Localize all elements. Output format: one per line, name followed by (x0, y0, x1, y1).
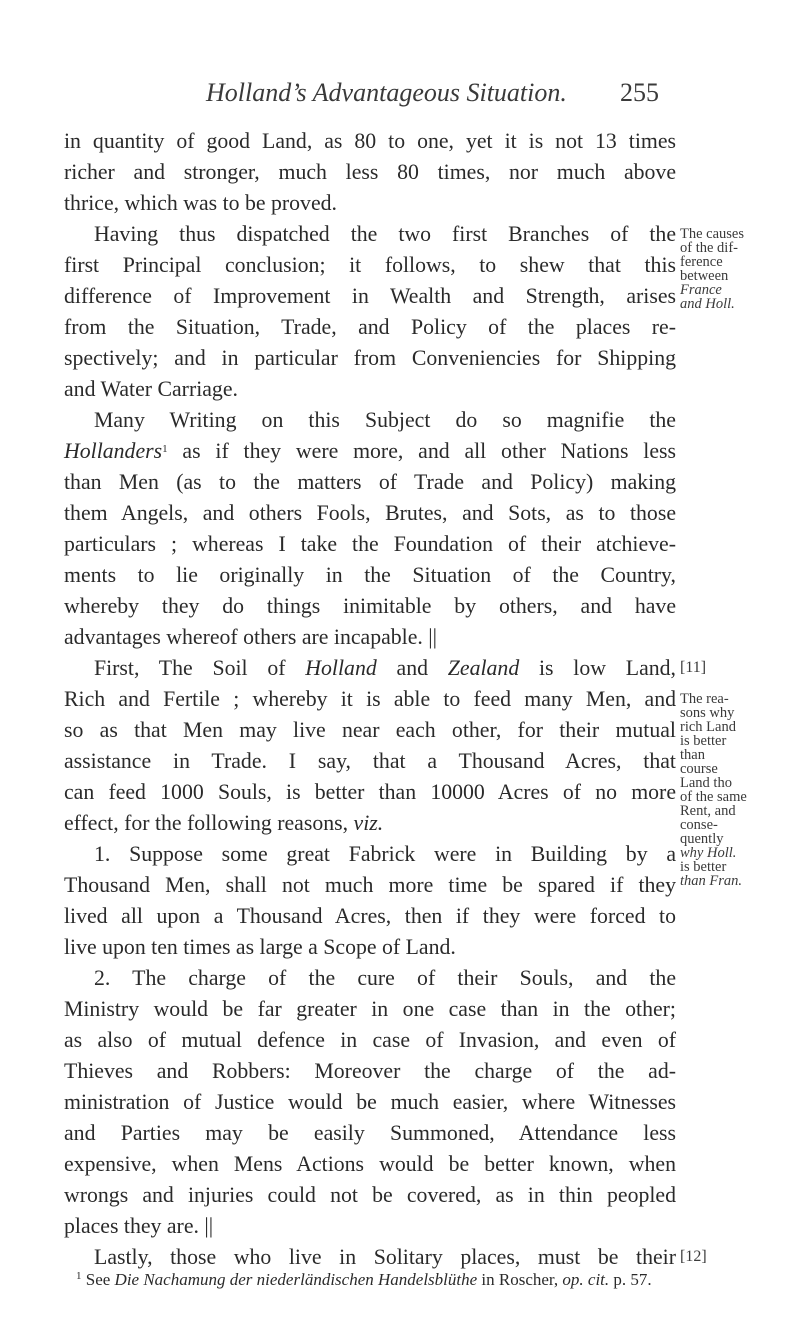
margin-note-line: than (680, 747, 705, 763)
margin-note-line: than Fran. (680, 873, 743, 889)
text-line (64, 436, 676, 467)
body-text (64, 126, 676, 1273)
footnote-title: Die Nachamung der niederländischen Handelsblüthe (114, 1270, 478, 1289)
margin-ref-ref-11: [11] (680, 659, 707, 676)
italic-text: Hollanders (64, 439, 163, 463)
text-line: expensive, when Mens Actions would be better known, when (64, 1152, 676, 1176)
margin-note-line: is better (680, 859, 727, 875)
text-line: them Angels, and others Fools, Brutes, and Sots, as to those (64, 501, 676, 525)
text-line: Thieves and Robbers: Moreover the charge of the ad- (64, 1059, 676, 1083)
text-line: places they are. || (64, 1214, 214, 1238)
text-run: First, The Soil of (94, 656, 306, 680)
margin-note-line: between (680, 268, 729, 284)
margin-note-line: course (680, 761, 718, 777)
text-line (64, 808, 676, 839)
margin-note-line: sons why (680, 705, 735, 721)
text-line: Many Writing on this Subject do so magnifie the (94, 408, 676, 432)
text-line: particulars ; whereas I take the Foundation of their atchieve- (64, 532, 676, 556)
margin-note-line: is better (680, 733, 727, 749)
text-run: is low Land, (519, 656, 676, 680)
text-line: spectively; and in particular from Conveniencies for Shipping (64, 346, 676, 370)
text-line: in quantity of good Land, as 80 to one, yet it is not 13 times (64, 129, 676, 153)
margin-note-line: Rent, and (680, 803, 736, 819)
text-line: 1. Suppose some great Fabrick were in Building by a (94, 842, 676, 866)
text-line: as also of mutual defence in case of Invasion, and even of (64, 1028, 676, 1052)
margin-note-causes (680, 227, 790, 311)
margin-note-line: France (680, 282, 722, 298)
italic-text: Zealand (447, 656, 520, 680)
margin-note-line: why Holl. (680, 845, 737, 861)
footnote (76, 1270, 716, 1290)
text-line: live upon ten times as large a Scope of Land. (64, 935, 456, 959)
footnote-marker: 1 (162, 443, 168, 455)
text-line: Rich and Fertile ; whereby it is able to feed many Men, and (64, 687, 676, 711)
footnote-suffix: p. 57. (609, 1270, 652, 1289)
text-line: can feed 1000 Souls, is better than 10000 Acres of no more (64, 780, 676, 804)
text-line: advantages whereof others are incapable. || (64, 625, 438, 649)
text-line (64, 653, 676, 684)
text-line: Having thus dispatched the two first Branches of the (94, 222, 676, 246)
margin-note-line: rich Land (680, 719, 736, 735)
italic-text: Holland (305, 656, 377, 680)
text-line: so as that Men may live near each other, for their mutual (64, 718, 676, 742)
text-run: effect, for the following reasons, (64, 811, 354, 835)
text-line: whereby they do things inimitable by others, and have (64, 594, 676, 618)
footnote-middle: in Roscher, (477, 1270, 563, 1289)
margin-note-line: of the same (680, 789, 747, 805)
text-line: first Principal conclusion; it follows, to shew that this (64, 253, 676, 277)
running-title: Holland’s Advantageous Situation. (206, 78, 567, 107)
margin-note-line: The causes (680, 226, 745, 242)
margin-note-line: and Holl. (680, 296, 735, 312)
text-line: from the Situation, Trade, and Policy of the places re- (64, 315, 676, 339)
text-line: 2. The charge of the cure of their Souls, and the (94, 966, 676, 990)
margin-note-reasons (680, 692, 790, 888)
text-line: difference of Improvement in Wealth and Strength, arises (64, 284, 676, 308)
italic-text: viz. (353, 811, 384, 835)
text-line: assistance in Trade. I say, that a Thousand Acres, that (64, 749, 676, 773)
text-line: than Men (as to the matters of Trade and Policy) making (64, 470, 676, 494)
text-line: and Parties may be easily Summoned, Attendance less (64, 1121, 676, 1145)
text-run: as if they were more, and all other Nations less (167, 439, 676, 463)
footnote-marker: 1 (76, 1270, 82, 1282)
text-line: ministration of Justice would be much easier, where Witnesses (64, 1090, 676, 1114)
text-line: richer and stronger, much less 80 times, nor much above (64, 160, 676, 184)
margin-note-line: Land tho (680, 775, 732, 791)
text-line: and Water Carriage. (64, 377, 238, 401)
margin-note-line: ference (680, 254, 723, 270)
text-line: thrice, which was to be proved. (64, 191, 337, 215)
text-line: Lastly, those who live in Solitary places, must be their (94, 1245, 676, 1269)
margin-ref-ref-12: [12] (680, 1248, 707, 1265)
margin-note-line: quently (680, 831, 724, 847)
footnote-ref: op. cit. (562, 1270, 610, 1289)
text-line: ments to lie originally in the Situation of the Country, (64, 563, 676, 587)
running-header (0, 78, 800, 118)
margin-note-line: The rea- (680, 691, 729, 707)
page-number: 255 (620, 78, 659, 107)
text-line: wrongs and injuries could not be covered, as in thin peopled (64, 1183, 676, 1207)
text-line: Ministry would be far greater in one case than in the other; (64, 997, 676, 1021)
margin-note-line: of the dif- (680, 240, 738, 256)
footnote-prefix: See (85, 1270, 115, 1289)
text-line: Thousand Men, shall not much more time be spared if they (64, 873, 676, 897)
margin-note-line: conse- (680, 817, 718, 833)
text-line: lived all upon a Thousand Acres, then if they were forced to (64, 904, 676, 928)
text-run: and (376, 656, 448, 680)
